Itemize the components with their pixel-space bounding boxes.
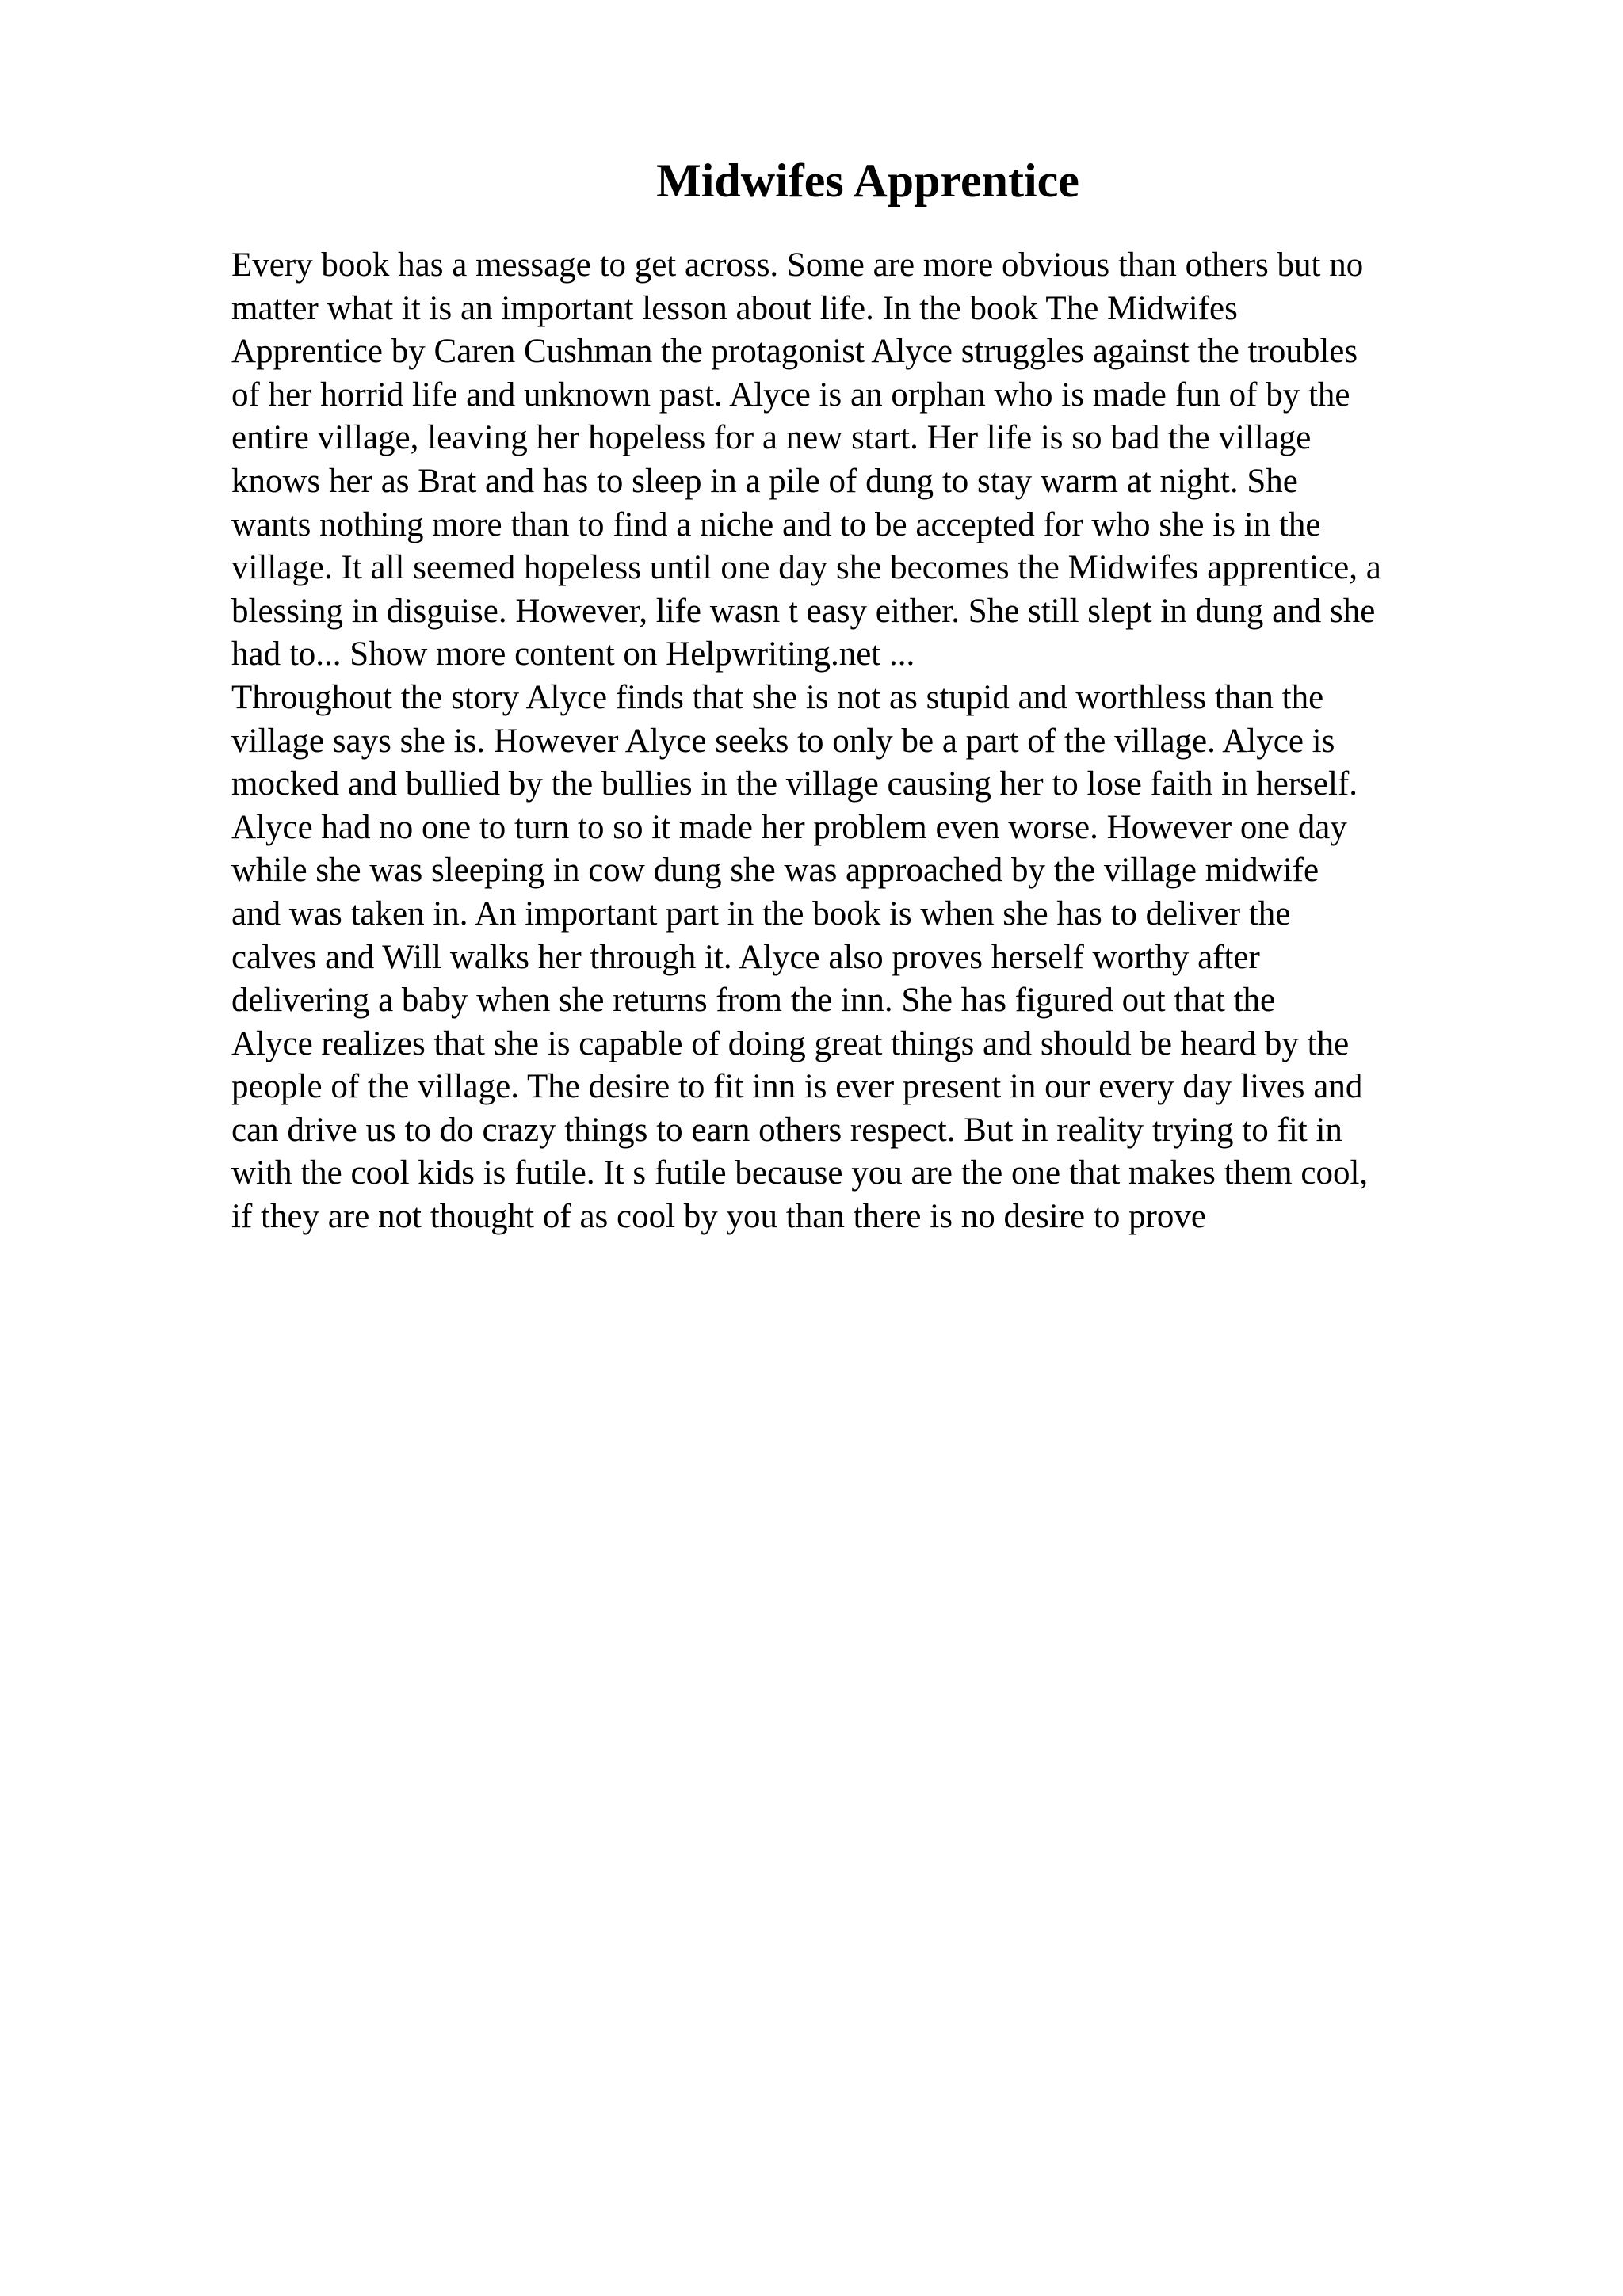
- body-line: knows her as Brat and has to sleep in a pile of dung to stay warm at night. She: [231, 462, 1298, 500]
- body-line: Alyce realizes that she is capable of doing great things and should be heard by the: [231, 1024, 1350, 1062]
- body-line: entire village, leaving her hopeless for a new start. Her life is so bad the village: [231, 419, 1312, 457]
- document-title: Midwifes Apprentice: [656, 154, 1079, 207]
- body-line: had to... Show more content on Helpwriting.net ...: [231, 635, 915, 673]
- body-line: if they are not thought of as cool by you than there is no desire to prove: [231, 1198, 1206, 1236]
- body-line: matter what it is an important lesson about life. In the book The Midwifes: [231, 289, 1238, 327]
- body-line: with the cool kids is futile. It s futile because you are the one that makes them cool,: [231, 1154, 1369, 1192]
- body-line: Apprentice by Caren Cushman the protagonist Alyce struggles against the troubles: [231, 333, 1358, 371]
- body-line: and was taken in. An important part in the book is when she has to deliver the: [231, 894, 1291, 933]
- document-body: [231, 244, 1499, 1239]
- body-line: while she was sleeping in cow dung she was approached by the village midwife: [231, 852, 1319, 890]
- body-line: of her horrid life and unknown past. Alyce is an orphan who is made fun of by the: [231, 376, 1350, 414]
- body-line: Alyce had no one to turn to so it made her problem even worse. However one day: [231, 808, 1347, 846]
- body-line: mocked and bullied by the bullies in the village causing her to lose faith in herself.: [231, 765, 1358, 803]
- body-line: delivering a baby when she returns from the inn. She has figured out that the: [231, 982, 1276, 1020]
- body-line: Every book has a message to get across. Some are more obvious than others but no: [231, 246, 1364, 284]
- body-line: village. It all seemed hopeless until one day she becomes the Midwifes apprentice, a: [231, 549, 1381, 587]
- body-line: Throughout the story Alyce finds that she is not as stupid and worthless than the: [231, 678, 1324, 716]
- body-line: calves and Will walks her through it. Alyce also proves herself worthy after: [231, 938, 1260, 976]
- body-line: can drive us to do crazy things to earn others respect. But in reality trying to fit in: [231, 1111, 1342, 1149]
- body-line: blessing in disguise. However, life wasn t easy either. She still slept in dung and she: [231, 592, 1376, 630]
- body-line: people of the village. The desire to fit inn is ever present in our every day lives and: [231, 1068, 1363, 1106]
- body-line: village says she is. However Alyce seeks to only be a part of the village. Alyce is: [231, 722, 1335, 760]
- body-line: wants nothing more than to find a niche and to be accepted for who she is in the: [231, 505, 1321, 543]
